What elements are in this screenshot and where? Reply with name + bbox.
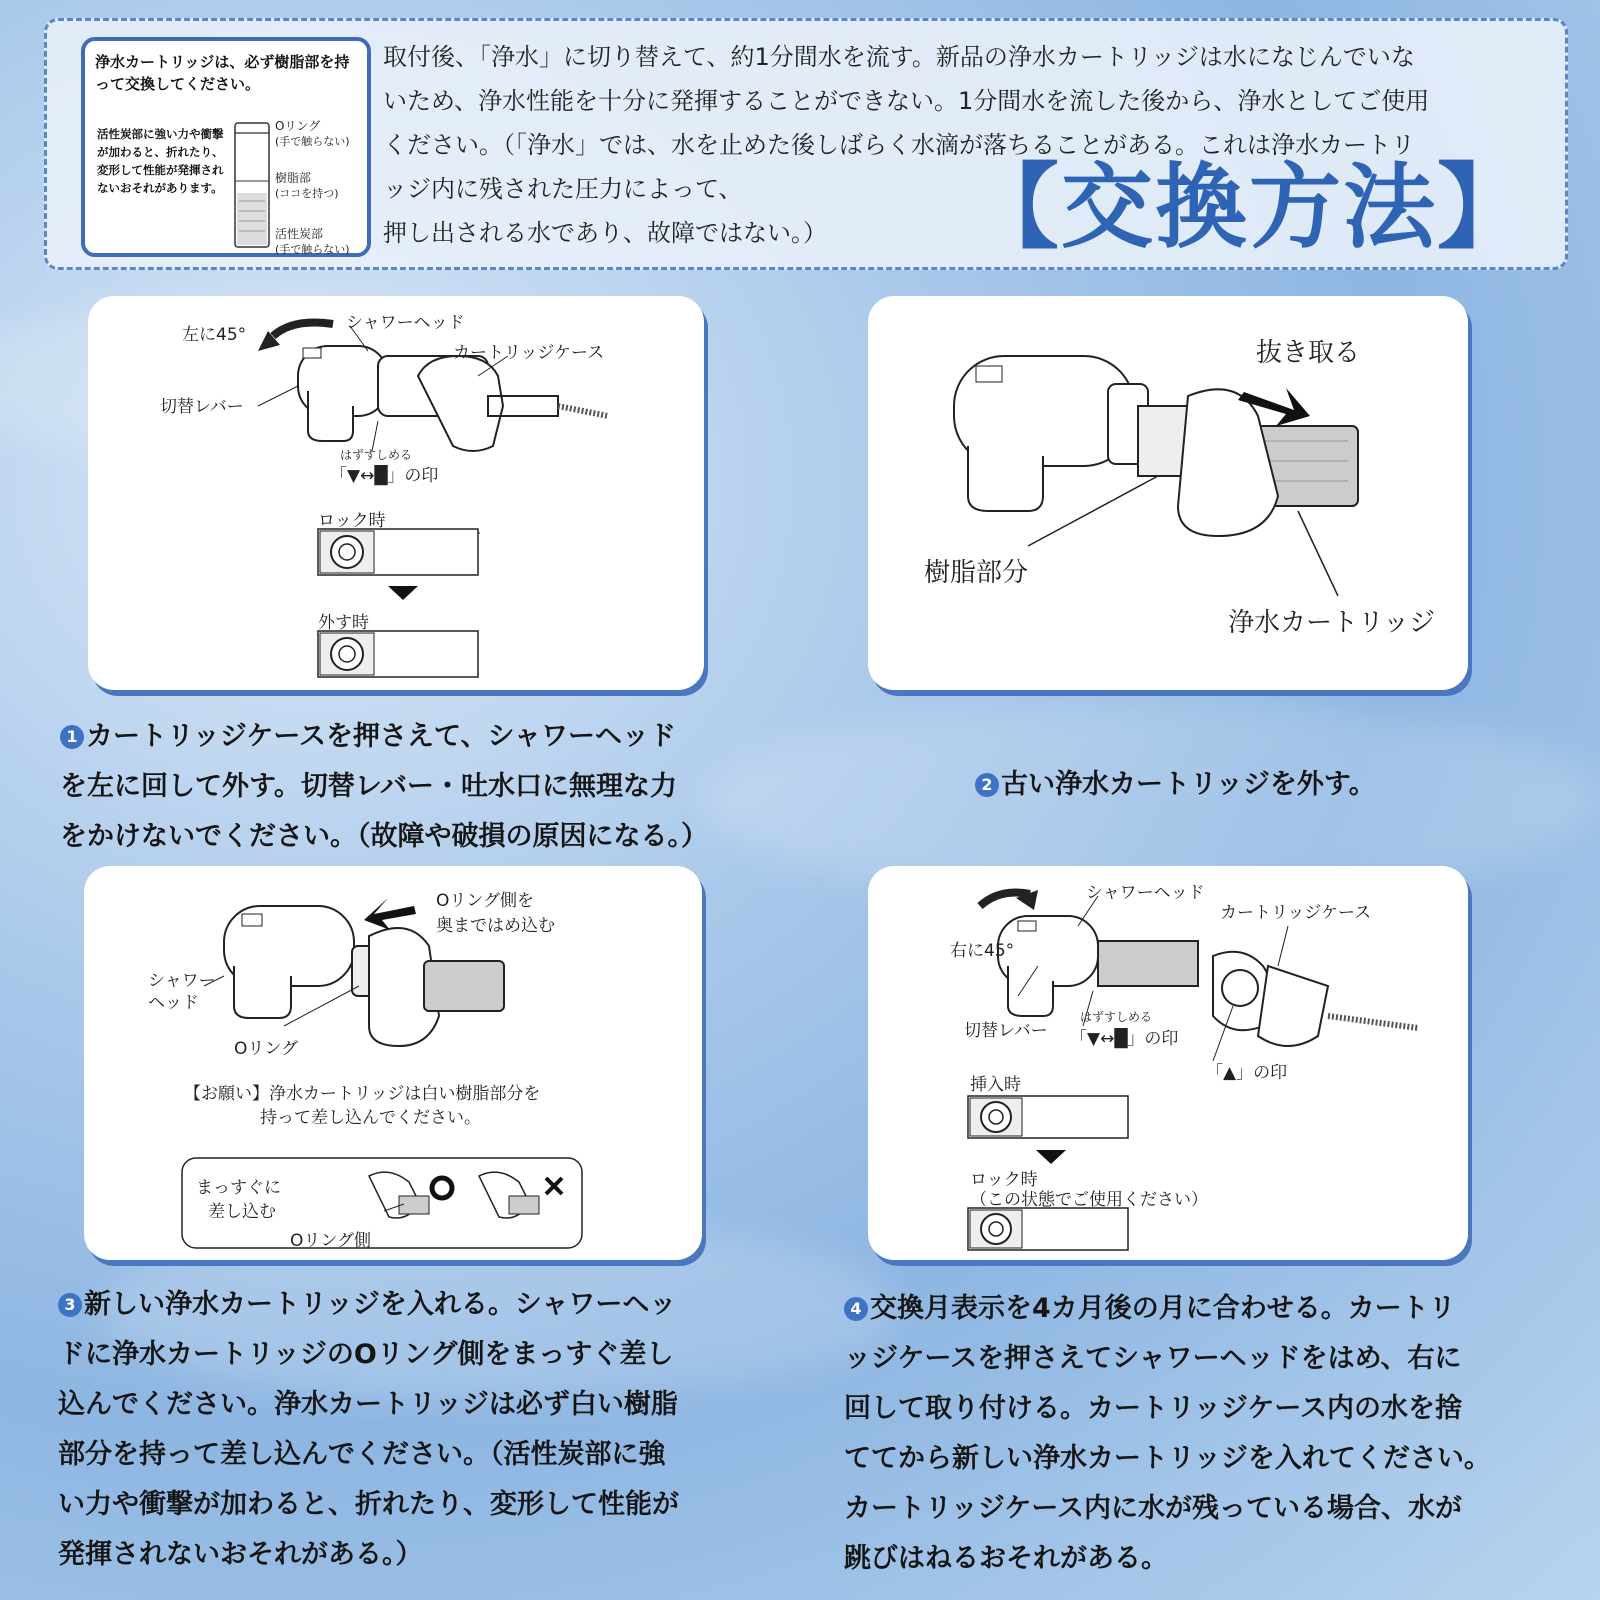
straight-insert-label: まっすぐに 差し込む <box>196 1178 281 1222</box>
step3-panel <box>84 866 702 1260</box>
mark-label: 「▼↔█」の印 <box>1070 1029 1179 1049</box>
caption-line: 発揮されないおそれがある。） <box>58 1539 423 1570</box>
cartridge-illustration <box>233 121 273 251</box>
caption-line: 新しい浄水カートリッジを入れる。シャワーヘッ <box>84 1289 677 1320</box>
oring-label: Oリング (手で触らない) <box>275 119 350 148</box>
pull-out-label: 抜き取る <box>1256 338 1361 368</box>
caption-line: 部分を持って差し込んでください。（活性炭部に強 <box>58 1439 666 1470</box>
cartridge-case-label: カートリッジケース <box>1220 903 1372 923</box>
step3-number: 3 <box>58 1293 82 1317</box>
step1-panel <box>88 296 704 690</box>
mark-label: 「▼↔█」の印 <box>330 466 439 486</box>
step4-panel <box>868 866 1468 1260</box>
caption-line: 跳びはねるおそれがある。 <box>844 1543 1168 1574</box>
caption-line: ッジケースを押さえてシャワーヘッドをはめ、右に <box>844 1343 1462 1374</box>
carbon-label: 活性炭部 (手で触らない) <box>275 227 350 256</box>
caption-line: い力や衝撃が加わると、折れたり、変形して性能が <box>58 1489 679 1520</box>
remove-label: はずす <box>340 448 377 462</box>
header-text-line: いため、浄水性能を十分に発揮することができない。1分間水を流した後から、浄水としてご使用 <box>383 87 1430 115</box>
resin-part-label: 樹脂部分 <box>924 558 1029 588</box>
caption-line: ドに浄水カートリッジのOリング側をまっすぐ差し <box>58 1339 674 1370</box>
step4-caption <box>844 1284 1584 1584</box>
caption-line: 古い浄水カートリッジを外す。 <box>1001 769 1376 800</box>
caption-line: 回して取り付ける。カートリッジケース内の水を捨 <box>844 1393 1463 1424</box>
step3-illustration <box>84 866 702 1260</box>
caption-line: 交換月表示を4カ月後の月に合わせる。カートリ <box>870 1293 1456 1324</box>
resin-label: 樹脂部 (ココを持つ) <box>275 171 339 200</box>
step1-illustration <box>88 296 704 690</box>
shower-head-label: シャワー ヘッド <box>148 971 216 1013</box>
page-title: 【交換方法】 <box>967 154 1532 261</box>
header-text-line: ください。（「浄水」では、水を止めた後しばらく水滴が落ちることがある。これは浄水カートリ <box>383 131 1415 159</box>
tighten-label: しめる <box>376 448 413 462</box>
step2-panel <box>868 296 1468 690</box>
step1-caption <box>60 712 820 862</box>
lock-state-label: ロック時 <box>318 511 386 531</box>
triangle-mark-label: 「▲」の印 <box>1206 1063 1288 1083</box>
oring-push-label: Oリング側を 奥まではめ込む <box>436 891 555 936</box>
caution-desc: 活性炭部に強い力や衝撃が加わると、折れたり、変形して性能が発揮されないおそれがあります。 <box>97 127 224 195</box>
shower-head-label: シャワーヘッド <box>346 313 465 333</box>
lock-state-label: ロック時 （この状態でご使用ください） <box>970 1170 1208 1210</box>
oring-label: Oリング <box>234 1039 299 1059</box>
request-note: 【お願い】浄水カートリッジは白い樹脂部分を 持って差し込んでください。 <box>184 1084 541 1128</box>
caution-note <box>81 37 371 257</box>
header-text-line: 取付後、「浄水」に切り替えて、約1分間水を流す。新品の浄水カートリッジは水になじんでいな <box>383 43 1415 71</box>
switch-lever-label: 切替レバー <box>964 1021 1048 1041</box>
caption-line: カートリッジケース内に水が残っている場合、水が <box>844 1493 1463 1524</box>
remove-label: はずす <box>1080 1010 1117 1024</box>
rotate-left-label: 左に45° <box>182 325 247 345</box>
caution-title: 浄水カートリッジは、必ず樹脂部を持って交換してください。 <box>95 53 350 93</box>
caption-line: 込んでください。浄水カートリッジは必ず白い樹脂 <box>58 1389 678 1420</box>
step3-caption <box>58 1280 758 1580</box>
remove-state-label: 外す時 <box>318 613 369 633</box>
header-text-line: ッジ内に残された圧力によって、 <box>383 175 743 203</box>
caption-line: を左に回して外す。切替レバー・吐水口に無理な力 <box>60 771 677 802</box>
switch-lever-label: 切替レバー <box>160 397 244 417</box>
caption-line: ててから新しい浄水カートリッジを入れてください。 <box>844 1443 1491 1474</box>
insert-state-label: 挿入時 <box>970 1075 1021 1095</box>
filter-cartridge-label: 浄水カートリッジ <box>1228 608 1435 638</box>
cartridge-case-label: カートリッジケース <box>453 343 605 363</box>
oring-side-label: Oリング側 <box>290 1231 372 1251</box>
header-text-line: 押し出される水であり、故障ではない。） <box>383 219 827 247</box>
rotate-right-label: 右に45° <box>950 941 1015 961</box>
header-panel <box>44 18 1568 270</box>
step1-number: 1 <box>60 725 84 749</box>
step4-number: 4 <box>844 1297 868 1321</box>
caption-line: をかけないでください。（故障や破損の原因になる。） <box>60 821 708 852</box>
tighten-label: しめる <box>1116 1010 1153 1024</box>
step2-number: 2 <box>975 773 999 797</box>
caption-line: カートリッジケースを押さえて、シャワーヘッド <box>86 721 676 752</box>
step2-caption <box>975 760 1376 810</box>
shower-head-label: シャワーヘッド <box>1086 883 1205 903</box>
